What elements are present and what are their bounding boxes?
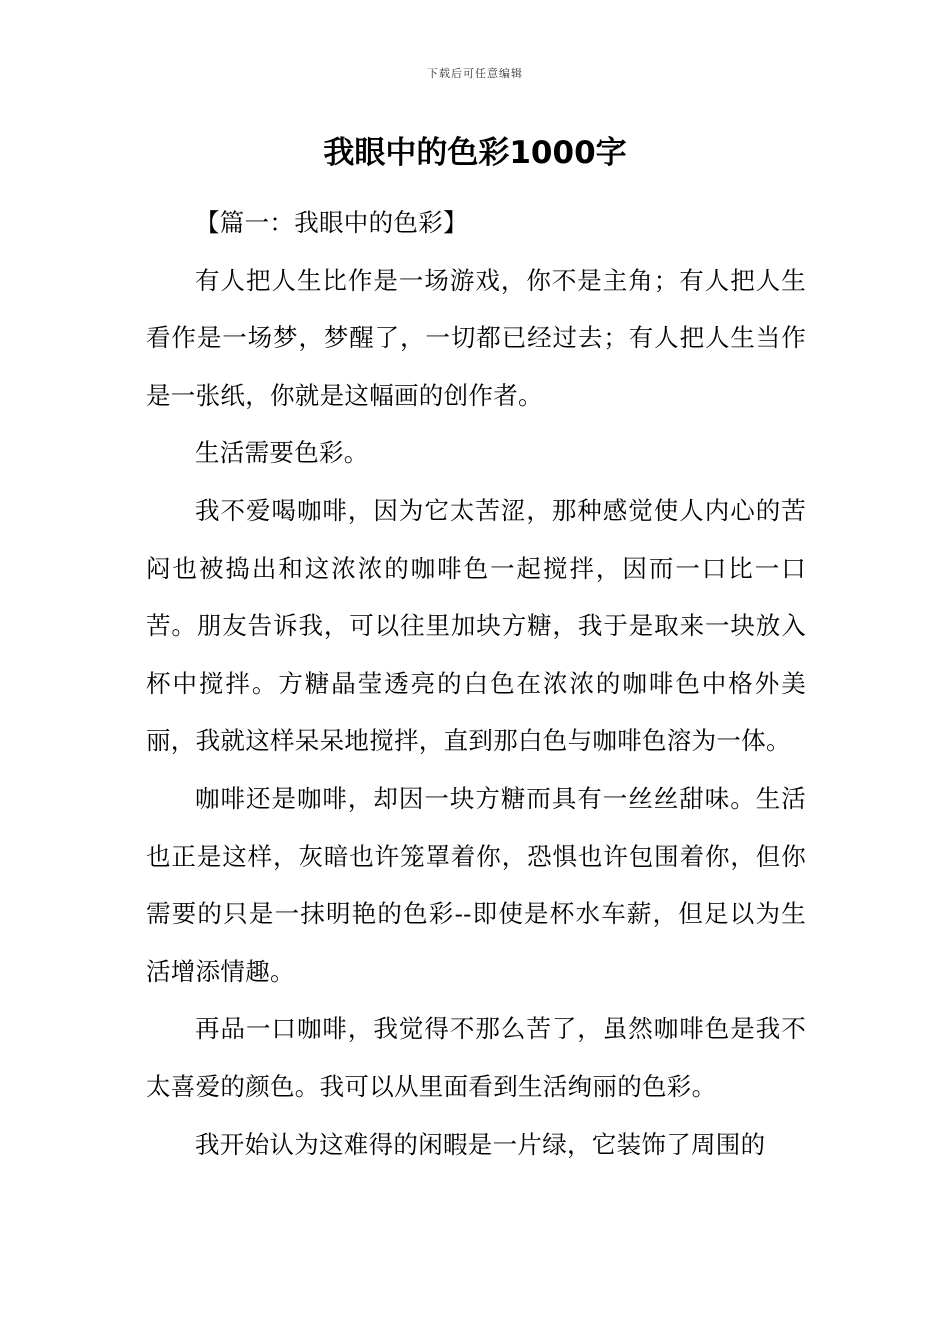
paragraph: 我不爱喝咖啡，因为它太苦涩，那种感觉使人内心的苦闷也被捣出和这浓浓的咖啡色一起搅拌，因而一口比一口苦。朋友告诉我，可以往里加块方糖，我于是取来一块放入杯中搅拌。方糖晶莹透亮的白色在浓浓的咖啡色中格外美丽，我就这样呆呆地搅拌，直到那白色与咖啡色溶为一体。 xyxy=(146,495,806,756)
header-note: 下载后可任意编辑 xyxy=(427,67,523,80)
paragraph: 再品一口咖啡，我觉得不那么苦了，虽然咖啡色是我不太喜爱的颜色。我可以从里面看到生活绚丽的色彩。 xyxy=(146,1014,806,1101)
paragraph: 生活需要色彩。 xyxy=(195,438,369,468)
paragraph: 咖啡还是咖啡，却因一块方糖而具有一丝丝甜味。生活也正是这样，灰暗也许笼罩着你，恐惧也许包围着你，但你需要的只是一抹明艳的色彩--即使是杯水车薪，但足以为生活增添情趣。 xyxy=(146,783,806,986)
paragraph: 有人把人生比作是一场游戏，你不是主角；有人把人生看作是一场梦，梦醒了，一切都已经过去；有人把人生当作是一张纸，你就是这幅画的创作者。 xyxy=(146,265,806,410)
section-heading: 【篇一：我眼中的色彩】 xyxy=(195,208,468,237)
paragraph: 我开始认为这难得的闲暇是一片绿，它装饰了周围的 xyxy=(195,1129,766,1159)
document-body xyxy=(146,194,806,1173)
document-title: 我眼中的色彩1000字 xyxy=(323,135,627,171)
